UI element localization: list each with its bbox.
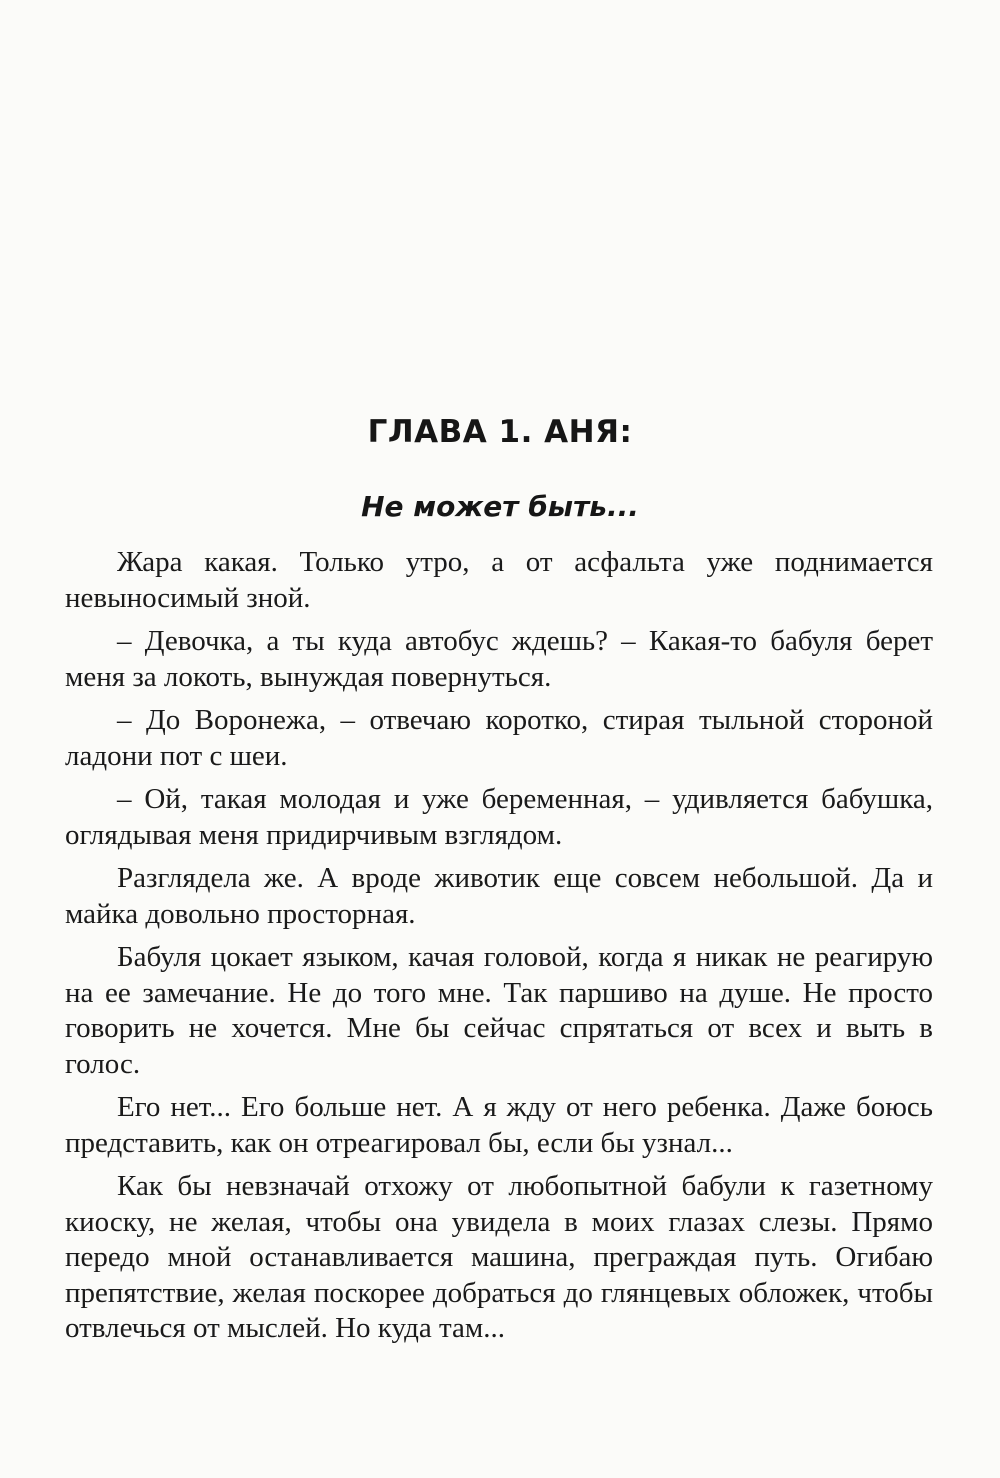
paragraph: Его нет... Его больше нет. А я жду от него ребенка. Даже боюсь представить, как он отреагировал бы, если бы узнал... — [65, 1091, 933, 1159]
paragraph: – Ой, такая молодая и уже беременная, – удивляется бабушка, оглядывая меня придирчивым взглядом. — [65, 783, 933, 851]
paragraph: – До Воронежа, – отвечаю коротко, стирая тыльной стороной ладони пот с шеи. — [65, 704, 933, 772]
paragraph: Бабуля цокает языком, качая головой, когда я никак не реагирую на ее замечание. Не до того мне. Так паршиво на душе. Не просто говорить не хочется. Мне бы сейчас спрятаться от всех и выть в голос. — [65, 941, 933, 1080]
chapter-subtitle: Не может быть... — [361, 490, 639, 523]
chapter-title: ГЛАВА 1. АНЯ: — [367, 414, 633, 450]
chapter-body — [65, 545, 933, 1355]
paragraph: Как бы невзначай отхожу от любопытной бабули к газетному киоску, не желая, чтобы она увидела в моих глазах слезы. Прямо передо мной останавливается машина, преграждая путь. Огибаю препятствие, желая поскорее добраться до глянцевых обложек, чтобы отвлечься от мыслей. Но куда там... — [65, 1170, 933, 1344]
paragraph: – Девочка, а ты куда автобус ждешь? – Какая-то бабуля берет меня за локоть, вынуждая повернуться. — [65, 625, 933, 693]
paragraph: Разглядела же. А вроде животик еще совсем небольшой. Да и майка довольно просторная. — [65, 862, 933, 930]
paragraph: Жара какая. Только утро, а от асфальта уже поднимается невыносимый зной. — [65, 546, 933, 614]
